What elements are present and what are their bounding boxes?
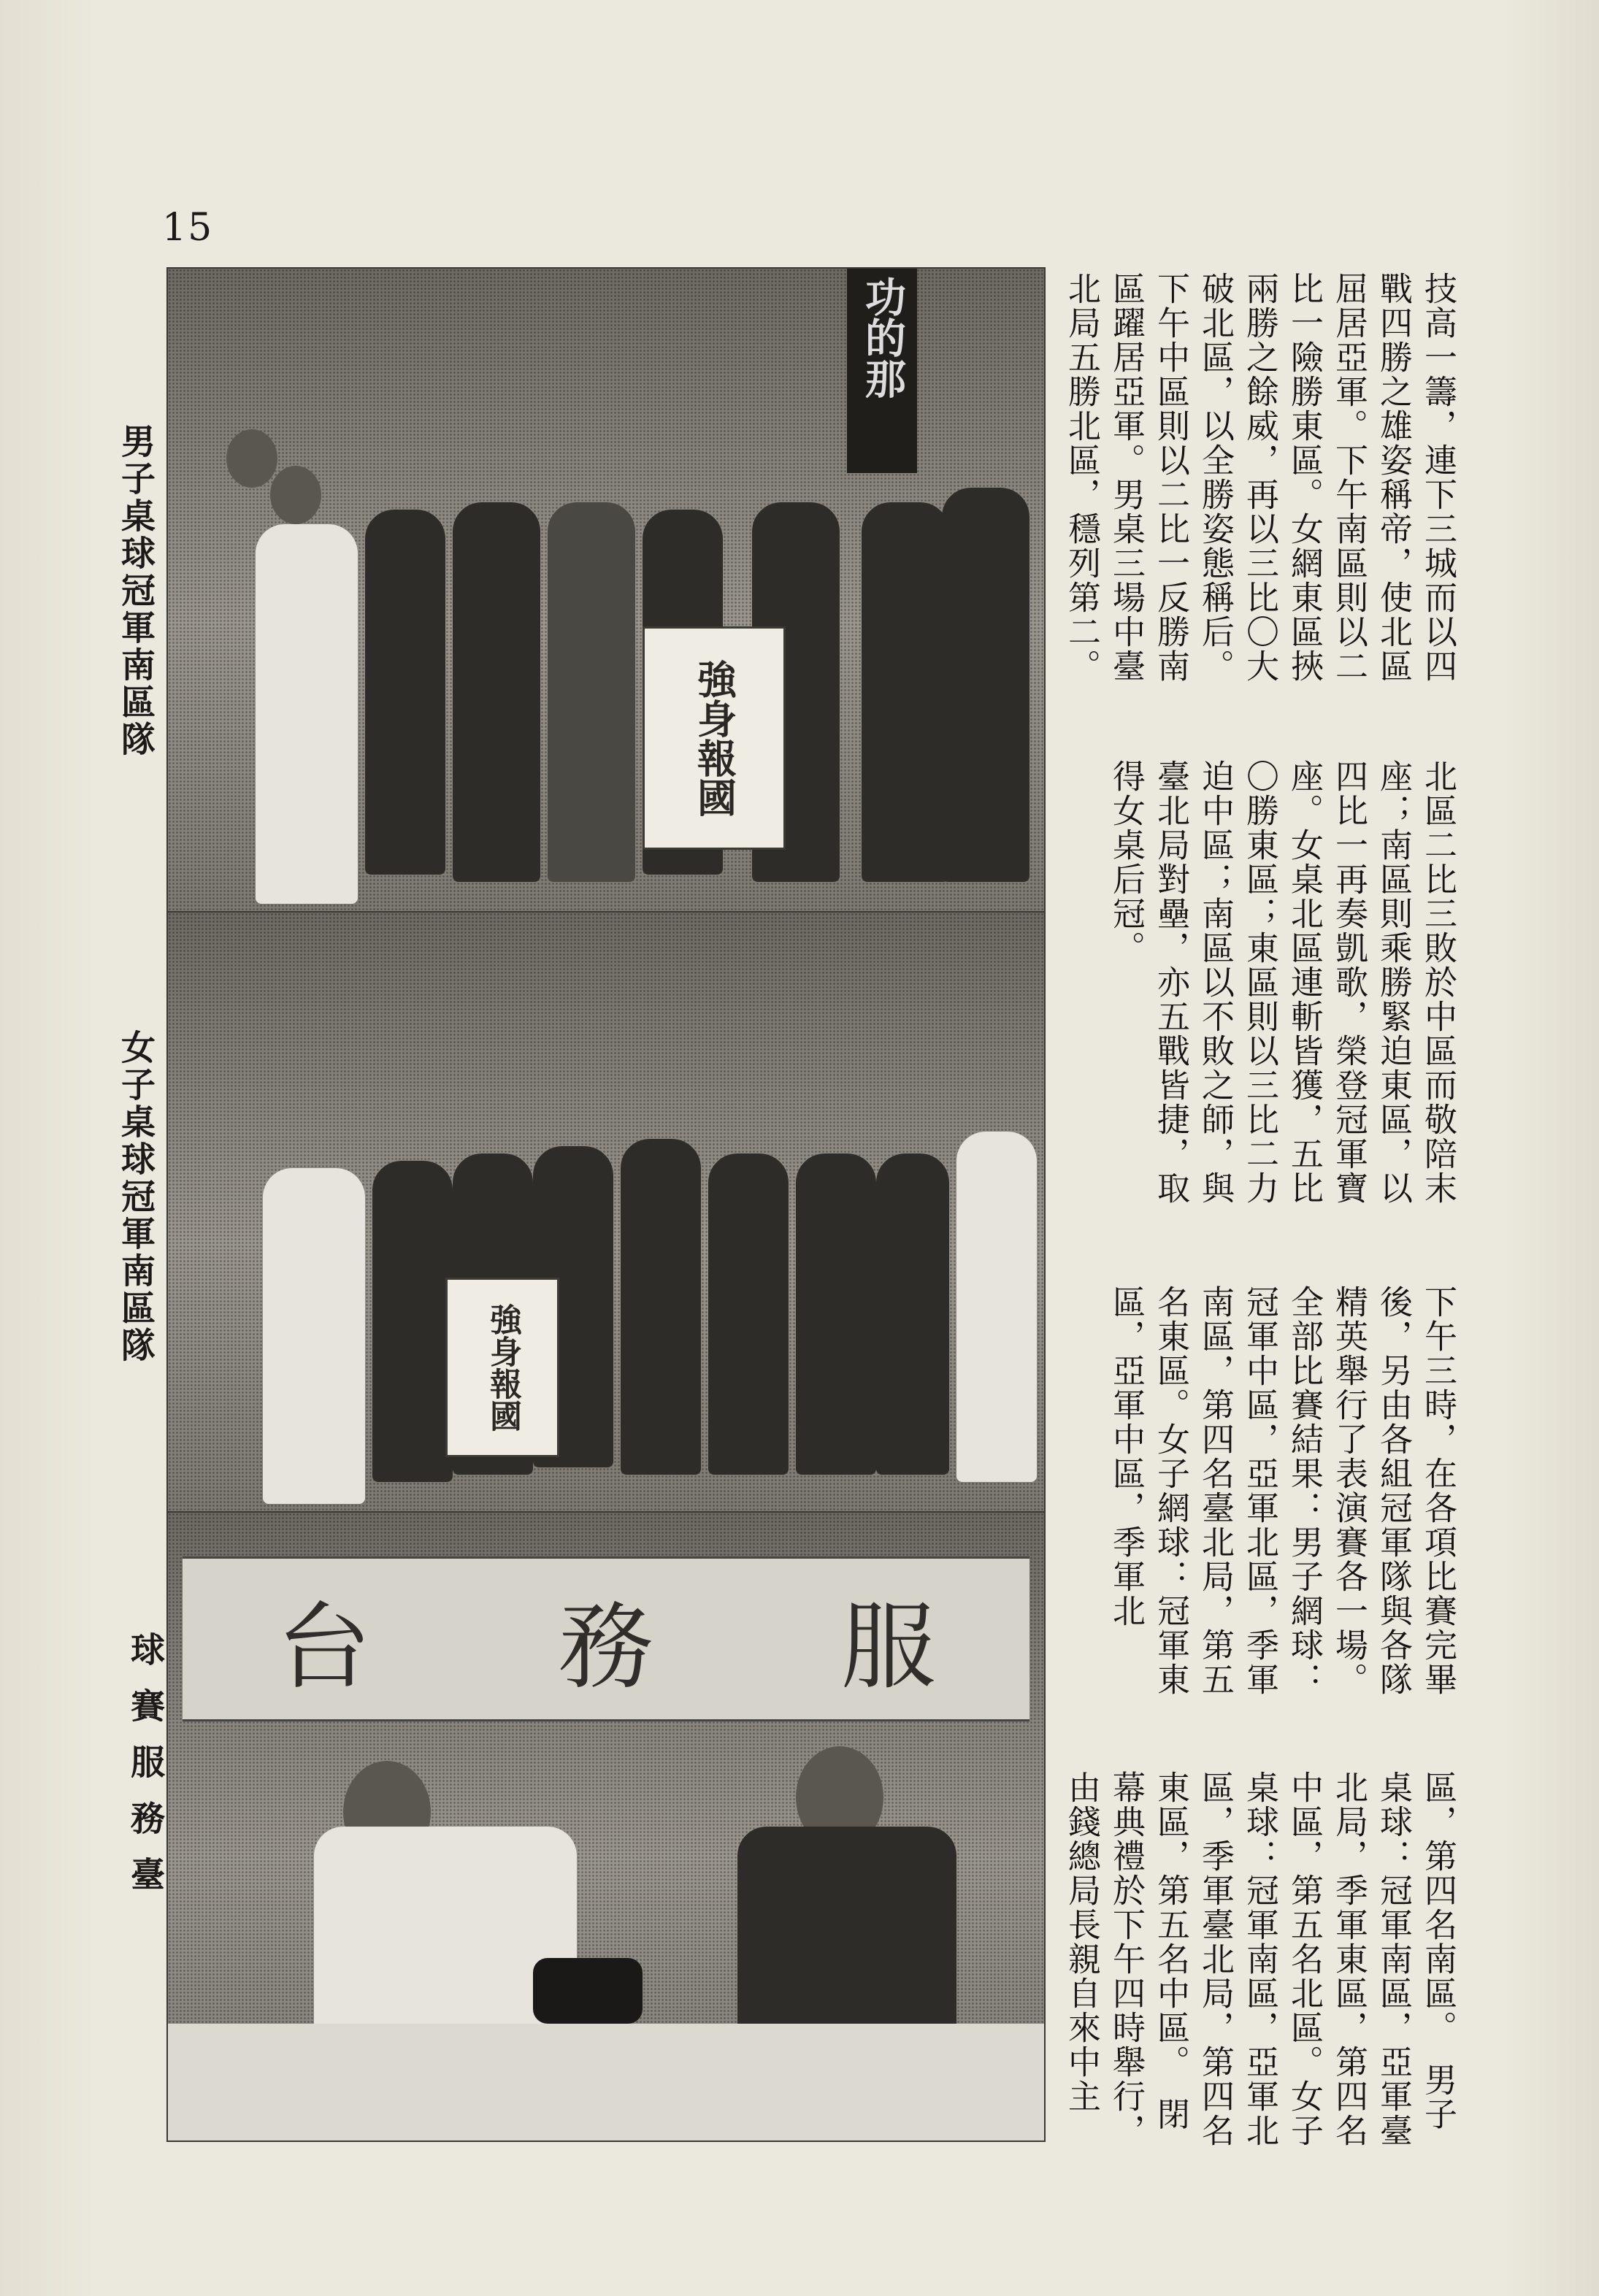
caption-women-table-tennis: 女子桌球冠軍南區隊 <box>115 1029 156 1364</box>
photo-banner-dark: 功的那 <box>847 269 917 473</box>
telephone-icon <box>533 1958 643 2024</box>
photo-women-team <box>166 911 1046 1513</box>
photo-men-team <box>166 267 1046 913</box>
sign-char-3: 服 <box>840 1591 936 1702</box>
caption-men-table-tennis: 男子桌球冠軍南區隊 <box>115 423 156 759</box>
sign-char-2: 務 <box>558 1591 653 1702</box>
body-text-block-2: 北區二比三敗於中區而敬陪末座；南區則乘勝緊迫東區，以四比一再奏凱歌，榮登冠軍寶座。女桌北區連斬皆獲，五比〇勝東區；東區則以三比二力迫中區；南區以不敗之師，與臺北局對壘，亦五戰皆捷，取得女桌后冠。 <box>1107 759 1457 1205</box>
body-text-block-3: 下午三時，在各項比賽完畢後，另由各組冠軍隊與各隊精英舉行了表演賽各一場。 全部比賽結果：男子網球：冠軍中區，亞軍北區，季軍南區，第四名臺北局，第五名東區。女子網球：冠軍東區，亞軍中區，季軍北 <box>1107 1285 1457 1715</box>
body-text-block-4: 區，第四名南區。 男子桌球：冠軍南區，亞軍臺北局，季軍東區，第四名中區，第五名北區。女子桌球：冠軍南區，亞軍北區，季軍臺北局，第四名東區，第五名中區。 閉幕典禮於下午四時舉行，由錢總局長親自來中主 <box>1062 1770 1457 2148</box>
pennant-men: 強身報國 <box>643 626 786 850</box>
body-text-block-1: 技高一籌，連下三城而以四戰四勝之雄姿稱帝，使北區屈居亞軍。下午南區則以二比一險勝東區。女網東區挾兩勝之餘威，再以三比〇大破北區，以全勝姿態稱后。下午中區則以二比一反勝南區躍居亞軍。男桌三場中臺北局五勝北區，穩列第二。 <box>1062 272 1457 683</box>
sign-char-1: 台 <box>276 1591 372 1702</box>
pennant-women: 強身報國 <box>445 1278 559 1457</box>
service-sign <box>183 1556 1029 1721</box>
page-number: 15 <box>162 206 214 250</box>
photo-service-desk <box>166 1511 1046 2142</box>
caption-service-desk: 球賽服務臺 <box>125 1632 165 1913</box>
